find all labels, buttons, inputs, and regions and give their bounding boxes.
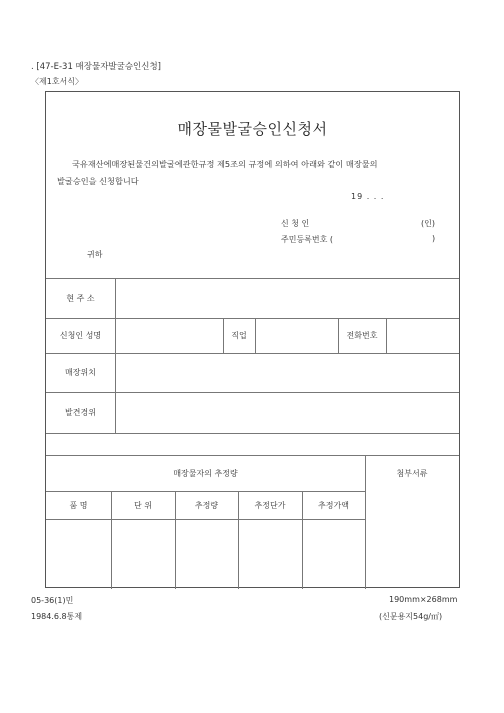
footer-right-line1: 190mm×268mm bbox=[389, 595, 458, 604]
divider bbox=[115, 278, 116, 433]
form-title: 매장물발굴승인신청서 bbox=[177, 120, 328, 138]
column-header: 품 명 bbox=[69, 500, 88, 510]
document-code: . [47-E-31 매장물자발굴승인신청] bbox=[31, 62, 161, 72]
resident-number-close: ) bbox=[432, 234, 436, 243]
date-field: 19 . . . bbox=[351, 192, 385, 201]
intro-text-line2: 발굴승인을 신청합니다 bbox=[57, 176, 139, 186]
discovery-history-label: 발견경위 bbox=[65, 408, 96, 417]
burial-location-label: 매장위치 bbox=[65, 368, 96, 377]
resident-number-label: 주민등록번호 ( bbox=[281, 235, 334, 244]
column-header: 추정단가 bbox=[254, 500, 286, 510]
column-header: 추정량 bbox=[194, 500, 219, 510]
seal-mark: (인) bbox=[421, 219, 435, 228]
intro-text-line1: 국유재산에매장된물건의발굴에관한규정 제5조의 규정에 의하여 아래와 같이 매장물의 bbox=[72, 159, 378, 169]
applicant-name-label: 신청인 성명 bbox=[59, 331, 102, 340]
divider bbox=[46, 519, 365, 520]
addressee-label: 귀하 bbox=[87, 250, 103, 259]
attachments-label: 첨부서류 bbox=[396, 468, 428, 478]
applicant-label: 신 청 인 bbox=[281, 219, 310, 228]
current-address-label: 현 주 소 bbox=[66, 293, 95, 303]
estimate-header: 매장물자의 추정량 bbox=[173, 468, 238, 478]
column-header: 추정가액 bbox=[318, 500, 349, 510]
footer-right-line2: (신문용지54g/㎡) bbox=[379, 612, 443, 621]
column-header: 단 위 bbox=[134, 500, 152, 510]
form-number: 〈제1호서식〉 bbox=[31, 77, 84, 86]
divider bbox=[255, 318, 256, 353]
occupation-label: 직업 bbox=[231, 331, 247, 340]
footer-left-line1: 05-36(1)민 bbox=[31, 596, 74, 605]
divider bbox=[386, 318, 387, 353]
footer-left-line2: 1984.6.8통제 bbox=[31, 612, 83, 621]
divider bbox=[46, 433, 459, 434]
phone-label: 전화번호 bbox=[346, 331, 378, 340]
application-form bbox=[45, 91, 460, 588]
